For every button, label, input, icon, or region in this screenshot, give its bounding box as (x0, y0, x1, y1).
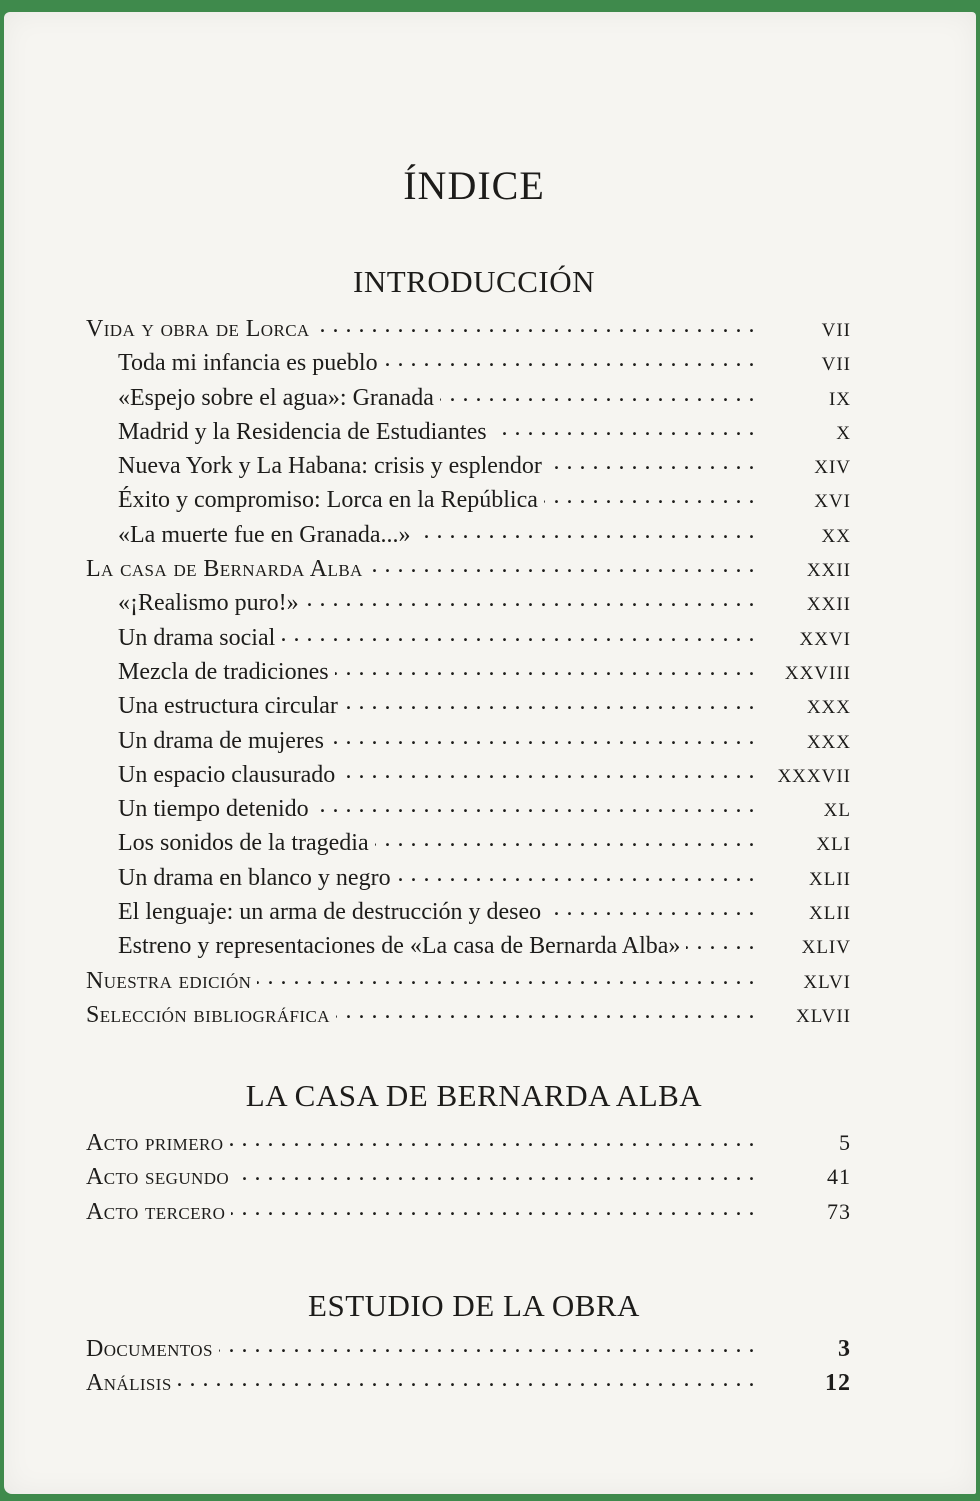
toc-entry-page-number: 12 (825, 1370, 851, 1397)
toc-entry (86, 483, 851, 517)
toc-entry-page-number: 3 (838, 1336, 851, 1362)
toc-entry (86, 346, 851, 380)
toc-entry-title: Un espacio clausurado (118, 761, 336, 788)
dot-leader (493, 415, 755, 439)
toc-entry (86, 998, 851, 1032)
toc-entry-page-number: 41 (827, 1164, 851, 1190)
toc-entry (86, 861, 851, 895)
dot-leader (344, 689, 755, 713)
toc-entry (86, 1366, 851, 1400)
dot-leader (257, 964, 755, 988)
toc-entry-title: Mezcla de tradiciones (118, 658, 329, 685)
toc-entry (86, 1126, 851, 1160)
toc-entry (86, 929, 851, 963)
toc-entry-page-number: XXXVII (777, 765, 851, 787)
toc-entry-page-number: XLI (816, 834, 851, 856)
toc-entry-page-number: XLVII (796, 1005, 851, 1027)
dot-leader (547, 895, 755, 919)
toc-entry-title: Un tiempo detenido (118, 796, 309, 823)
toc-entry-page-number: XXX (806, 731, 851, 753)
toc-entry-title: Estreno y representaciones de «La casa de Bernarda Alba» (118, 933, 681, 960)
page-title: ÍNDICE (403, 163, 545, 208)
toc-entry (86, 689, 851, 723)
book-page (4, 12, 976, 1494)
toc-entry (86, 1195, 851, 1229)
toc-entry-title: «La muerte fue en Granada...» (118, 521, 411, 548)
dot-leader (219, 1332, 755, 1356)
section-heading-estudio: ESTUDIO DE LA OBRA (308, 1288, 640, 1323)
toc-entry-title: Vida y obra de Lorca (86, 316, 310, 342)
toc-entry-title: Nuestra edición (86, 967, 252, 994)
toc-entry-title: «¡Realismo puro!» (118, 590, 299, 617)
toc-entry-page-number: 5 (839, 1130, 851, 1155)
toc-entry-title: Análisis (86, 1370, 172, 1397)
dot-leader (548, 449, 755, 473)
section-heading-la-casa: LA CASA DE BERNARDA ALBA (245, 1078, 703, 1113)
toc-entry (86, 792, 851, 826)
dot-leader (336, 998, 755, 1022)
toc-entry-page-number: XLIV (801, 937, 851, 959)
toc-entry (86, 415, 851, 449)
dot-leader (417, 518, 755, 542)
toc-entry (86, 895, 851, 929)
dot-leader (397, 861, 755, 885)
dot-leader (341, 758, 755, 782)
toc-entry (86, 586, 851, 620)
dot-leader (375, 826, 755, 850)
toc-entry-title: Éxito y compromiso: Lorca en la República (118, 487, 538, 514)
toc-entry-page-number: XXX (806, 697, 851, 719)
toc-estudio (86, 1332, 851, 1401)
toc-entry-title: Los sonidos de la tragedia (118, 830, 369, 857)
toc-entry-title: Nueva York y La Habana: crisis y esplendor (118, 453, 542, 480)
toc-entry-title: Acto tercero (86, 1198, 226, 1225)
toc-entry-page-number: XVI (814, 491, 851, 513)
toc-entry-page-number: XXVI (799, 628, 851, 650)
toc-entry-title: Acto segundo (86, 1164, 230, 1191)
toc-entry-title: Madrid y la Residencia de Estudiantes (118, 418, 487, 445)
toc-entry-title: Una estructura circular (118, 693, 338, 720)
dot-leader (315, 792, 755, 816)
toc-entry (86, 655, 851, 689)
toc-entry (86, 381, 851, 415)
dot-leader (231, 1195, 755, 1219)
toc-entry-title: «Espejo sobre el agua»: Granada (118, 384, 434, 411)
toc-entry-page-number: XL (823, 800, 851, 822)
dot-leader (686, 929, 755, 953)
toc-entry-title: Toda mi infancia es pueblo (118, 350, 378, 377)
dot-leader (305, 586, 755, 610)
toc-entry-title: Documentos (86, 1336, 213, 1362)
toc-entry-page-number: XIV (814, 457, 851, 479)
toc-entry (86, 724, 851, 758)
toc-la-casa (86, 1126, 851, 1229)
dot-leader (384, 346, 755, 370)
toc-entry-page-number: VII (821, 354, 851, 376)
toc-entry (86, 312, 851, 346)
toc-entry-page-number: 73 (827, 1198, 851, 1224)
toc-introduccion (86, 312, 851, 1032)
toc-entry (86, 826, 851, 860)
dot-leader (330, 724, 755, 748)
dot-leader (369, 552, 755, 576)
dot-leader (229, 1126, 755, 1150)
toc-entry-page-number: X (836, 422, 851, 444)
toc-entry-page-number: XXII (806, 594, 851, 616)
dot-leader (544, 483, 755, 507)
dot-leader (335, 655, 755, 679)
toc-entry (86, 758, 851, 792)
toc-entry-page-number: XLII (809, 903, 851, 925)
toc-entry (86, 621, 851, 655)
toc-entry (86, 552, 851, 586)
dot-leader (316, 312, 755, 336)
toc-entry (86, 1160, 851, 1194)
toc-entry-title: Un drama social (118, 624, 276, 651)
toc-entry-title: El lenguaje: un arma de destrucción y deseo (118, 899, 542, 926)
dot-leader (235, 1160, 755, 1184)
toc-entry-page-number: XLII (809, 868, 851, 890)
toc-entry-page-number: VII (821, 320, 851, 341)
toc-entry-page-number: XLVI (803, 971, 851, 993)
toc-entry (86, 449, 851, 483)
toc-entry-page-number: XXVIII (784, 662, 851, 684)
dot-leader (281, 621, 755, 645)
dot-leader (178, 1366, 755, 1390)
toc-entry-page-number: XX (821, 525, 851, 547)
toc-entry-page-number: XXII (806, 560, 851, 582)
toc-entry-title: La casa de Bernarda Alba (86, 556, 363, 583)
toc-entry-page-number: IX (828, 388, 851, 410)
toc-entry (86, 518, 851, 552)
dot-leader (440, 381, 755, 405)
toc-entry-title: Acto primero (86, 1130, 224, 1156)
toc-entry-title: Un drama en blanco y negro (118, 864, 391, 891)
toc-entry (86, 964, 851, 998)
toc-entry-title: Selección bibliográfica (86, 1001, 330, 1028)
toc-entry-title: Un drama de mujeres (118, 727, 324, 754)
section-heading-introduccion: INTRODUCCIÓN (353, 264, 595, 299)
toc-entry (86, 1332, 851, 1366)
